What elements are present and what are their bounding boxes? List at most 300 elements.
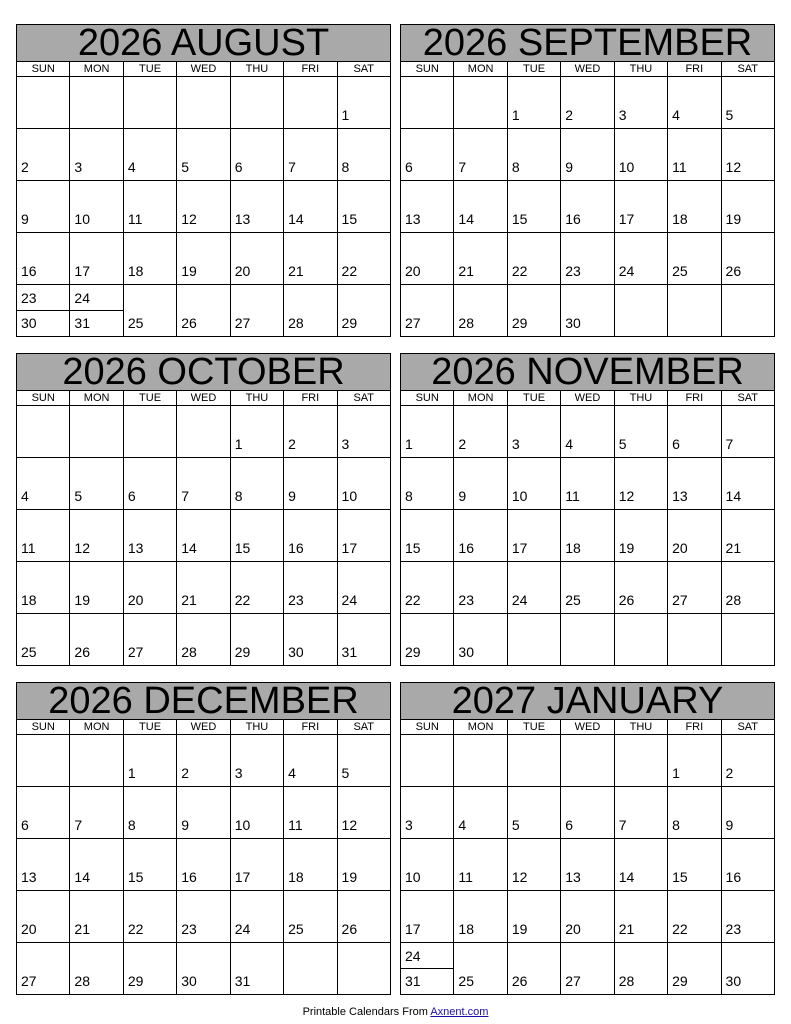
weekday-label: WED bbox=[176, 720, 229, 734]
weekday-label: SAT bbox=[721, 720, 774, 734]
day-number: 8 bbox=[234, 488, 243, 504]
day-number: 5 bbox=[181, 159, 190, 175]
day-cell bbox=[176, 839, 229, 890]
month-title: 2026 OCTOBER bbox=[62, 351, 345, 393]
day-cell bbox=[667, 510, 720, 561]
day-cell bbox=[69, 562, 122, 613]
day-number: 29 bbox=[127, 973, 144, 989]
day-cell bbox=[667, 458, 720, 509]
day-cell bbox=[17, 943, 69, 994]
day-cell bbox=[283, 406, 336, 457]
day-cell bbox=[230, 891, 283, 942]
day-cell bbox=[230, 614, 283, 665]
day-number: 6 bbox=[234, 159, 243, 175]
day-cell bbox=[453, 614, 506, 665]
weekday-label: MON bbox=[453, 62, 506, 76]
weekday-label: MON bbox=[69, 391, 122, 405]
day-number: 1 bbox=[405, 436, 413, 452]
day-number: 27 bbox=[21, 973, 37, 989]
month-calendar bbox=[400, 682, 775, 995]
day-number: 4 bbox=[565, 436, 574, 452]
day-number: 8 bbox=[127, 817, 136, 833]
week-row bbox=[17, 890, 390, 942]
week-row bbox=[17, 838, 390, 890]
day-cell bbox=[230, 787, 283, 838]
day-cell bbox=[176, 129, 229, 180]
day-number: 13 bbox=[672, 488, 688, 504]
day-number: 12 bbox=[511, 869, 528, 885]
day-cell bbox=[69, 458, 122, 509]
month-title: 2027 JANUARY bbox=[451, 680, 724, 722]
day-number: 6 bbox=[405, 159, 413, 175]
week-row bbox=[401, 509, 774, 561]
day-cell bbox=[230, 285, 283, 336]
day-number: 8 bbox=[511, 159, 520, 175]
day-cell bbox=[69, 129, 122, 180]
day-cell bbox=[560, 285, 613, 336]
day-cell bbox=[230, 233, 283, 284]
weekday-label: TUE bbox=[123, 62, 176, 76]
day-cell bbox=[721, 233, 774, 284]
day-cell bbox=[507, 943, 560, 994]
day-cell bbox=[614, 943, 667, 994]
day-cell bbox=[614, 891, 667, 942]
day-number: 25 bbox=[672, 263, 688, 279]
weekday-label: FRI bbox=[667, 62, 720, 76]
day-cell bbox=[69, 406, 122, 457]
day-cell bbox=[507, 562, 560, 613]
day-number: 25 bbox=[565, 592, 581, 608]
day-cell bbox=[176, 406, 229, 457]
day-number: 2 bbox=[21, 159, 29, 175]
day-cell bbox=[337, 614, 390, 665]
day-number: 29 bbox=[234, 644, 251, 660]
weekday-label: THU bbox=[614, 62, 667, 76]
day-number: 29 bbox=[672, 973, 688, 989]
footer-link[interactable]: Axnent.com bbox=[430, 1006, 489, 1018]
month-header bbox=[400, 353, 775, 391]
day-number: 17 bbox=[405, 921, 421, 937]
day-number: 9 bbox=[458, 488, 467, 504]
day-cell bbox=[337, 406, 390, 457]
day-number: 30 bbox=[725, 973, 742, 989]
day-number: 2 bbox=[725, 765, 734, 781]
day-cell bbox=[176, 614, 229, 665]
day-number: 18 bbox=[458, 921, 474, 937]
day-cell bbox=[176, 77, 229, 128]
day-number: 26 bbox=[725, 263, 742, 279]
weekday-label: THU bbox=[230, 720, 283, 734]
day-cell bbox=[337, 891, 390, 942]
day-number: 22 bbox=[672, 921, 688, 937]
day-cell bbox=[721, 406, 774, 457]
month-header bbox=[16, 24, 391, 62]
day-number: 28 bbox=[725, 592, 742, 608]
day-number: 19 bbox=[181, 263, 197, 279]
day-cell bbox=[453, 943, 506, 994]
day-cell bbox=[507, 510, 560, 561]
month-calendar bbox=[400, 353, 775, 666]
day-number: 17 bbox=[341, 540, 358, 556]
weekday-label: TUE bbox=[507, 391, 560, 405]
weekday-label: MON bbox=[69, 720, 122, 734]
day-cell bbox=[560, 787, 613, 838]
weekday-label: FRI bbox=[283, 62, 336, 76]
day-cell bbox=[614, 129, 667, 180]
weekday-label: TUE bbox=[507, 720, 560, 734]
day-number: 11 bbox=[21, 540, 36, 556]
day-cell bbox=[721, 839, 774, 890]
day-number: 21 bbox=[74, 921, 90, 937]
day-number: 27 bbox=[405, 315, 421, 331]
day-number: 18 bbox=[672, 211, 688, 227]
day-cell bbox=[401, 406, 453, 457]
day-cell bbox=[721, 510, 774, 561]
weekday-label: FRI bbox=[283, 720, 336, 734]
day-cell bbox=[401, 787, 453, 838]
day-number: 13 bbox=[21, 869, 37, 885]
day-cell bbox=[667, 787, 720, 838]
day-cell bbox=[230, 510, 283, 561]
weekday-label: THU bbox=[614, 720, 667, 734]
day-cell bbox=[176, 285, 229, 336]
day-cell bbox=[507, 181, 560, 232]
day-cell bbox=[123, 614, 176, 665]
day-cell bbox=[17, 839, 69, 890]
day-cell bbox=[337, 735, 390, 786]
month-grid bbox=[400, 720, 775, 995]
day-cell bbox=[337, 510, 390, 561]
day-cell bbox=[667, 614, 720, 665]
day-cell bbox=[667, 129, 720, 180]
day-cell bbox=[614, 181, 667, 232]
day-cell bbox=[453, 891, 506, 942]
day-number: 30 bbox=[565, 315, 581, 331]
day-cell bbox=[17, 285, 69, 336]
week-row bbox=[17, 180, 390, 232]
day-cell bbox=[721, 891, 774, 942]
day-number: 1 bbox=[341, 107, 350, 123]
day-cell bbox=[401, 614, 453, 665]
day-cell bbox=[453, 77, 506, 128]
weekday-label: SAT bbox=[721, 391, 774, 405]
day-cell bbox=[123, 406, 176, 457]
day-cell bbox=[401, 129, 453, 180]
day-cell bbox=[69, 891, 122, 942]
day-cell bbox=[560, 77, 613, 128]
weekday-label: THU bbox=[614, 391, 667, 405]
day-number: 22 bbox=[341, 263, 358, 279]
day-cell bbox=[614, 285, 667, 336]
day-cell bbox=[507, 735, 560, 786]
day-cell bbox=[401, 735, 453, 786]
month-header bbox=[16, 682, 391, 720]
day-cell bbox=[721, 735, 774, 786]
day-cell bbox=[667, 735, 720, 786]
day-cell bbox=[230, 181, 283, 232]
day-cell bbox=[17, 562, 69, 613]
day-number: 27 bbox=[127, 644, 144, 660]
day-cell bbox=[614, 735, 667, 786]
week-row bbox=[401, 284, 774, 336]
day-number: 9 bbox=[725, 817, 734, 833]
day-cell bbox=[614, 562, 667, 613]
day-cell bbox=[614, 77, 667, 128]
day-cell bbox=[560, 614, 613, 665]
day-number: 6 bbox=[565, 817, 574, 833]
day-cell bbox=[667, 233, 720, 284]
day-number: 28 bbox=[288, 315, 304, 331]
day-cell bbox=[614, 839, 667, 890]
day-cell bbox=[667, 181, 720, 232]
day-cell-upper bbox=[401, 943, 453, 969]
day-cell bbox=[337, 458, 390, 509]
weekday-label: THU bbox=[230, 391, 283, 405]
day-number: 26 bbox=[74, 644, 90, 660]
day-cell bbox=[667, 562, 720, 613]
day-cell bbox=[17, 891, 69, 942]
day-cell bbox=[230, 562, 283, 613]
day-number: 8 bbox=[672, 817, 680, 833]
day-cell bbox=[230, 458, 283, 509]
day-cell bbox=[69, 233, 122, 284]
day-number: 6 bbox=[21, 817, 29, 833]
day-cell bbox=[17, 458, 69, 509]
day-cell bbox=[176, 891, 229, 942]
day-cell bbox=[721, 787, 774, 838]
day-number: 7 bbox=[74, 817, 83, 833]
day-number: 30 bbox=[458, 644, 474, 660]
day-number: 14 bbox=[618, 869, 635, 885]
day-number: 12 bbox=[341, 817, 358, 833]
day-number: 9 bbox=[21, 211, 29, 227]
weekday-header-row bbox=[17, 62, 390, 77]
day-cell bbox=[453, 510, 506, 561]
day-number: 23 bbox=[181, 921, 197, 937]
day-cell bbox=[17, 787, 69, 838]
day-cell-upper bbox=[17, 285, 69, 311]
week-row bbox=[401, 942, 774, 994]
day-cell bbox=[453, 181, 506, 232]
day-number: 18 bbox=[127, 263, 144, 279]
day-cell bbox=[123, 458, 176, 509]
weekday-label: SAT bbox=[337, 391, 390, 405]
day-number: 31 bbox=[405, 973, 421, 989]
day-cell bbox=[337, 787, 390, 838]
day-cell bbox=[401, 77, 453, 128]
day-number: 11 bbox=[458, 869, 473, 885]
day-cell bbox=[337, 181, 390, 232]
day-cell bbox=[123, 735, 176, 786]
day-cell bbox=[230, 943, 283, 994]
day-number: 10 bbox=[405, 869, 421, 885]
day-number: 4 bbox=[672, 107, 680, 123]
day-cell bbox=[17, 735, 69, 786]
day-cell bbox=[123, 77, 176, 128]
day-cell bbox=[560, 891, 613, 942]
day-cell bbox=[176, 458, 229, 509]
day-number: 28 bbox=[74, 973, 90, 989]
day-number: 21 bbox=[181, 592, 197, 608]
day-cell bbox=[401, 839, 453, 890]
day-cell bbox=[507, 406, 560, 457]
day-number: 5 bbox=[725, 107, 734, 123]
day-cell bbox=[230, 735, 283, 786]
day-cell bbox=[560, 406, 613, 457]
day-number: 24 bbox=[405, 948, 421, 964]
week-row bbox=[401, 613, 774, 665]
week-row bbox=[401, 406, 774, 457]
week-row bbox=[17, 77, 390, 128]
day-number: 27 bbox=[672, 592, 688, 608]
day-cell bbox=[69, 943, 122, 994]
week-row bbox=[17, 128, 390, 180]
day-number: 2 bbox=[181, 765, 190, 781]
day-cell bbox=[176, 562, 229, 613]
day-cell bbox=[614, 458, 667, 509]
day-cell bbox=[721, 285, 774, 336]
day-number: 11 bbox=[565, 488, 580, 504]
day-number: 16 bbox=[21, 263, 37, 279]
day-number: 14 bbox=[458, 211, 474, 227]
day-number: 15 bbox=[511, 211, 528, 227]
week-row bbox=[401, 890, 774, 942]
weekday-label: WED bbox=[176, 62, 229, 76]
day-number: 13 bbox=[127, 540, 144, 556]
day-cell bbox=[453, 562, 506, 613]
day-cell bbox=[69, 735, 122, 786]
week-row bbox=[17, 509, 390, 561]
day-number: 3 bbox=[618, 107, 627, 123]
day-cell bbox=[560, 233, 613, 284]
day-number: 16 bbox=[725, 869, 742, 885]
day-cell bbox=[283, 233, 336, 284]
day-number: 25 bbox=[288, 921, 304, 937]
day-cell bbox=[667, 285, 720, 336]
weekday-label: SAT bbox=[337, 62, 390, 76]
day-number: 30 bbox=[288, 644, 304, 660]
day-number: 9 bbox=[565, 159, 574, 175]
day-cell bbox=[123, 839, 176, 890]
day-number: 11 bbox=[288, 817, 303, 833]
day-cell bbox=[614, 614, 667, 665]
day-number: 18 bbox=[565, 540, 581, 556]
day-cell bbox=[283, 129, 336, 180]
day-number: 7 bbox=[725, 436, 734, 452]
day-number: 10 bbox=[74, 211, 90, 227]
day-number: 4 bbox=[21, 488, 29, 504]
weekday-header-row bbox=[17, 391, 390, 406]
day-number: 2 bbox=[288, 436, 296, 452]
weekday-label: TUE bbox=[123, 391, 176, 405]
month-grid bbox=[400, 391, 775, 666]
day-number: 18 bbox=[21, 592, 37, 608]
weekday-label: THU bbox=[230, 62, 283, 76]
weekday-label: SUN bbox=[415, 721, 439, 733]
day-number: 9 bbox=[288, 488, 296, 504]
day-cell bbox=[507, 129, 560, 180]
day-number: 11 bbox=[127, 211, 143, 227]
day-number: 1 bbox=[234, 436, 243, 452]
day-number: 12 bbox=[181, 211, 197, 227]
day-number: 20 bbox=[565, 921, 581, 937]
day-cell bbox=[123, 181, 176, 232]
day-cell bbox=[283, 562, 336, 613]
day-cell bbox=[337, 77, 390, 128]
week-row bbox=[17, 561, 390, 613]
day-cell bbox=[17, 233, 69, 284]
month-title: 2026 SEPTEMBER bbox=[422, 22, 753, 64]
day-cell bbox=[507, 891, 560, 942]
day-cell bbox=[560, 839, 613, 890]
day-number: 22 bbox=[511, 263, 528, 279]
day-number: 28 bbox=[458, 315, 474, 331]
day-cell bbox=[283, 787, 336, 838]
day-cell bbox=[614, 510, 667, 561]
day-number: 7 bbox=[181, 488, 190, 504]
day-cell bbox=[337, 839, 390, 890]
day-number: 15 bbox=[127, 869, 144, 885]
week-row bbox=[17, 284, 390, 336]
day-number: 19 bbox=[511, 921, 528, 937]
day-number: 10 bbox=[234, 817, 251, 833]
day-number: 16 bbox=[288, 540, 304, 556]
week-row bbox=[401, 232, 774, 284]
week-row bbox=[401, 838, 774, 890]
day-cell bbox=[560, 181, 613, 232]
day-cell bbox=[17, 77, 69, 128]
day-number: 22 bbox=[405, 592, 421, 608]
month-calendar bbox=[16, 24, 391, 337]
day-cell bbox=[123, 510, 176, 561]
day-cell bbox=[560, 129, 613, 180]
weekday-label: SAT bbox=[721, 62, 774, 76]
day-number: 28 bbox=[618, 973, 635, 989]
day-cell bbox=[667, 891, 720, 942]
day-cell bbox=[230, 129, 283, 180]
day-cell bbox=[401, 458, 453, 509]
weekday-label: SUN bbox=[31, 721, 55, 733]
day-number: 7 bbox=[618, 817, 627, 833]
day-number: 20 bbox=[21, 921, 37, 937]
day-number: 24 bbox=[74, 290, 90, 306]
day-number: 4 bbox=[127, 159, 136, 175]
day-number: 16 bbox=[565, 211, 581, 227]
day-cell bbox=[560, 510, 613, 561]
weekday-label: MON bbox=[69, 62, 122, 76]
week-row bbox=[17, 232, 390, 284]
day-number: 25 bbox=[127, 315, 144, 331]
day-cell bbox=[507, 787, 560, 838]
day-cell bbox=[560, 943, 613, 994]
day-number: 3 bbox=[405, 817, 413, 833]
day-number: 3 bbox=[341, 436, 350, 452]
day-number: 26 bbox=[341, 921, 358, 937]
day-cell bbox=[337, 233, 390, 284]
day-number: 20 bbox=[127, 592, 144, 608]
day-cell bbox=[453, 285, 506, 336]
day-number: 3 bbox=[74, 159, 83, 175]
day-cell bbox=[721, 943, 774, 994]
day-number: 20 bbox=[405, 263, 421, 279]
day-number: 8 bbox=[405, 488, 413, 504]
day-cell bbox=[283, 943, 336, 994]
weekday-label: SUN bbox=[31, 392, 55, 404]
day-cell bbox=[176, 233, 229, 284]
day-cell bbox=[507, 839, 560, 890]
day-cell bbox=[667, 943, 720, 994]
weekday-label: MON bbox=[453, 391, 506, 405]
